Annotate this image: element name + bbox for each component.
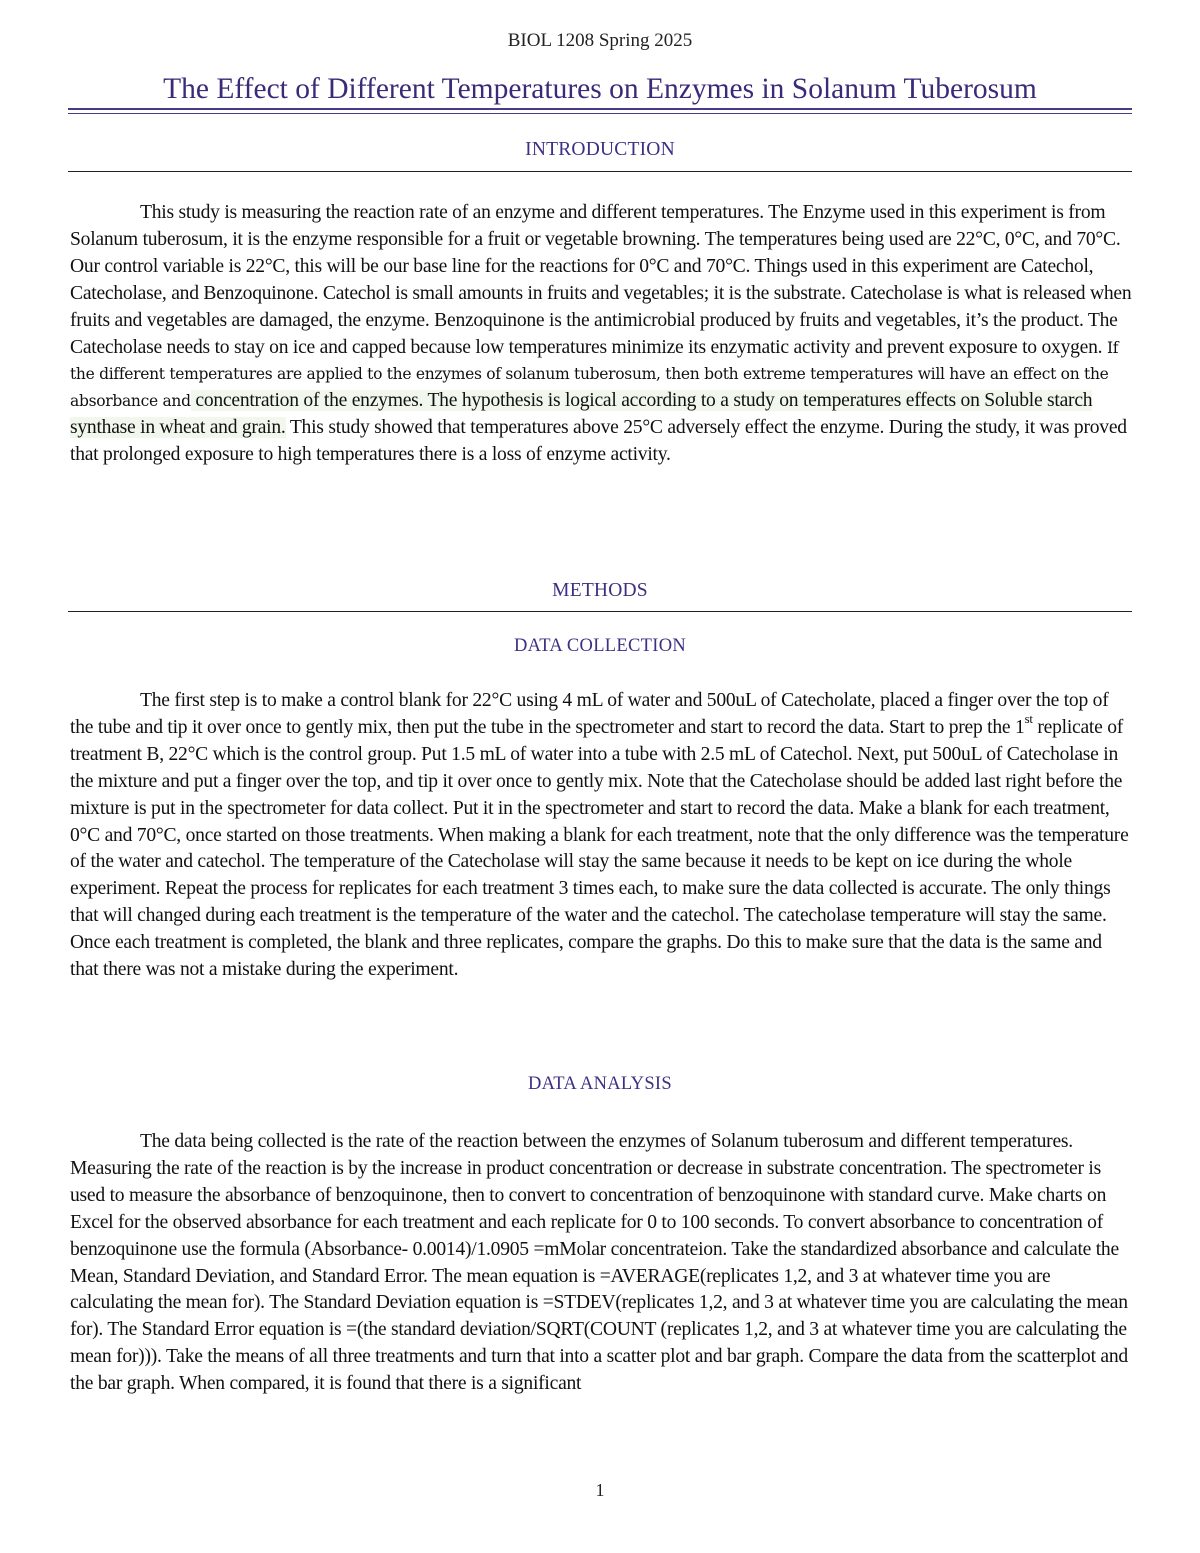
ordinal-superscript: st — [1024, 711, 1033, 727]
data-collection-text-1: The first step is to make a control blank for 22°C using 4 mL of water and 500uL of Catecholate, placed a finger over the top of the tube and tip it over once to gently mix, then put the tube in the spectrometer and start to record the data. Start to prep the 1 — [70, 690, 1109, 738]
introduction-divider — [68, 171, 1132, 172]
data-collection-paragraph — [70, 688, 1132, 984]
data-collection-text-2: replicate of treatment B, 22°C which is the control group. Put 1.5 mL of water into a tube with 2.5 mL of Catechol. Next, put 500uL of Catecholase in the mixture and put a finger over the top, and tip it over once to gently mix. Note that the Catecholase should be added last right before the mixture is put in the spectrometer for data collect. Put it in the spectrometer and start to record the data. Make a blank for each treatment, 0°C and 70°C, once started on those treatments. When making a blank for each treatment, note that the only difference was the temperature of the water and catechol. The temperature of the Catecholase will stay the same because it needs to be kept on ice during the whole experiment. Repeat the process for replicates for each treatment 3 times each, to make sure the data collected is accurate. The only things that will changed during each treatment is the temperature of the water and the catechol. The catecholase temperature will stay the same. Once each treatment is completed, the blank and three replicates, compare the graphs. Do this to make sure that the data is the same and that there was not a mistake during the experiment. — [70, 716, 1129, 981]
data-analysis-paragraph: The data being collected is the rate of the reaction between the enzymes of Solanum tuberosum and different temperatures. Measuring the rate of the reaction is by the increase in product concentration or decrease in substrate concentration. The spectrometer is used to measure the absorbance of benzoquinone, then to convert to concentration of benzoquinone with standard curve. Make charts on Excel for the observed absorbance for each treatment and each replicate for 0 to 100 seconds. To convert absorbance to concentration of benzoquinone use the formula (Absorbance- 0.0014)/1.0905 =mMolar concentrateion. Take the standardized absorbance and calculate the Mean, Standard Deviation, and Standard Error. The mean equation is =AVERAGE(replicates 1,2, and 3 at whatever time you are calculating the mean for). The Standard Deviation equation is =STDEV(replicates 1,2, and 3 at whatever time you are calculating the mean for). The Standard Error equation is =(the standard deviation/SQRT(COUNT (replicates 1,2, and 3 at whatever time you are calculating the mean for))). Take the means of all three treatments and turn that into a scatter plot and bar graph. Compare the data from the scatterplot and the bar graph. When compared, it is found that there is a significant — [70, 1131, 1128, 1395]
methods-divider — [68, 611, 1132, 612]
introduction-heading: INTRODUCTION — [525, 139, 675, 160]
introduction-text-1: This study is measuring the reaction rate of an enzyme and different temperatures. The Enzyme used in this experiment is from Solanum tuberosum, it is the enzyme responsible for a fruit or vegetable browning. The temperatures being used are 22°C, 0°C, and 70°C. Our control variable is 22°C, this will be our base line for the reactions for 0°C and 70°C. Things used in this experiment are Catechol, Catecholase, and Benzoquinone. Catechol is small amounts in fruits and vegetables; it is the substrate. Catecholase is what is released when fruits and vegetables are damaged, the enzyme. Benzoquinone is the antimicrobial produced by fruits and vegetables, it’s the product. The Catecholase needs to stay on ice and capped because low temperatures minimize its enzymatic activity and prevent exposure to oxygen. — [70, 202, 1132, 358]
introduction-text-3: concentration of the enzymes. The hypothesis is logical according to a study on temperatures effects on Soluble starch synthase in wheat and grain. — [70, 390, 1093, 439]
introduction-text-4: This study showed that temperatures above 25°C adversely effect the enzyme. During the study, it was proved that prolonged exposure to high temperatures there is a loss of enzyme activity. — [70, 417, 1127, 466]
title-divider — [68, 108, 1132, 114]
data-collection-heading: DATA COLLECTION — [513, 636, 687, 656]
data-analysis-heading: DATA ANALYSIS — [528, 1074, 672, 1094]
page-header: BIOL 1208 Spring 2025 — [507, 30, 693, 51]
methods-heading: METHODS — [552, 580, 648, 601]
hypothesis-text: If the different temperatures are applied to the enzymes of solanum tuberosum, then both extreme temperatures will have an effect on the absorbance and — [70, 338, 1119, 411]
document-title: The Effect of Different Temperatures on Enzymes in Solanum Tuberosum — [163, 73, 1037, 105]
introduction-paragraph — [70, 200, 1132, 469]
page-number: 1 — [595, 1480, 605, 1500]
